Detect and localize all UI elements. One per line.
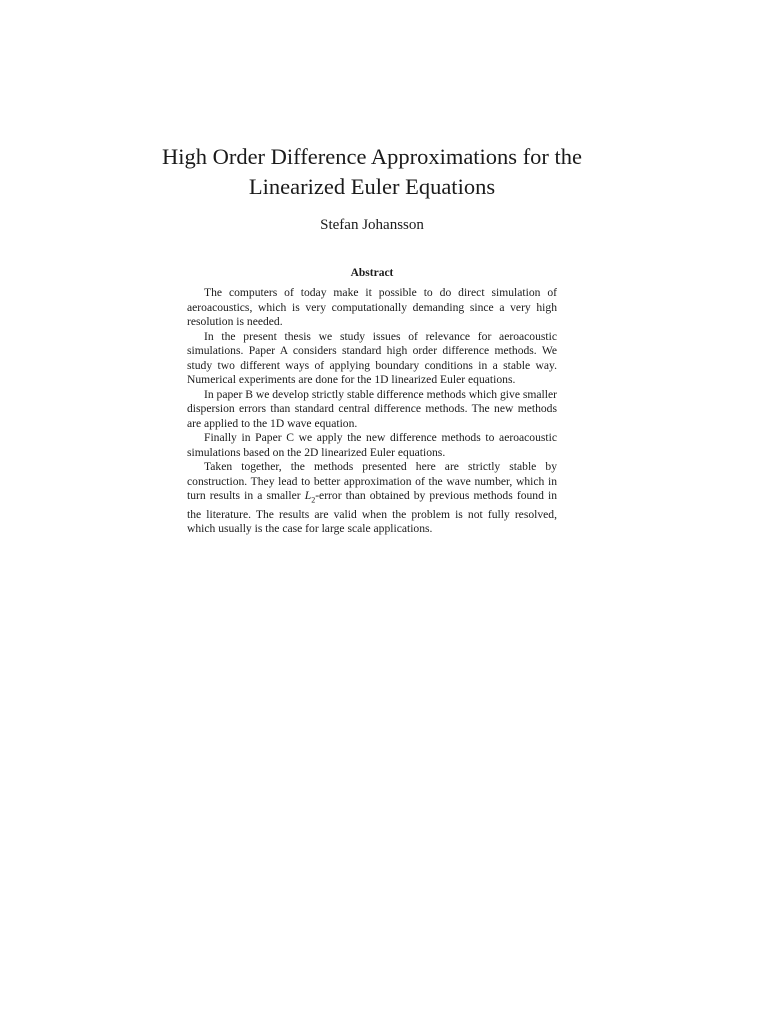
abstract-body (187, 286, 557, 537)
l2-norm-symbol: $L_2$ (304, 489, 316, 505)
abstract-paragraph: In paper B we develop strictly stable difference methods which give smaller dispersion errors than standard central difference methods. The new methods are applied to the 1D wave equation. (187, 387, 557, 430)
last-paragraph-after: -error than obtained by previous methods found in the literature. The results are valid when the problem is not fully resolved, which usually is the case for large scale applications. (187, 489, 558, 536)
abstract-paragraph: The computers of today make it possible to do direct simulation of aeroacoustics, which is very computationally demanding since a very high resolution is needed. (187, 286, 557, 328)
title-line-2: Linearized Euler Equations (248, 174, 496, 199)
abstract-paragraph: Finally in Paper C we apply the new difference methods to aeroacoustic simulations based on the 2D linearized Euler equations. (187, 431, 557, 459)
last-paragraph-before: Taken together, the methods presented here are strictly stable by construction. They lead to better approximation of the wave number, which in turn results in a smaller (187, 460, 557, 502)
author-name: Stefan Johansson (320, 217, 424, 233)
abstract-paragraph: In the present thesis we study issues of relevance for aeroacoustic simulations. Paper A considers standard high order difference methods. We study two different ways of applying boundary conditions in a stable way. Numerical experiments are done for the 1D linearized Euler equations. (187, 329, 557, 386)
abstract-heading: Abstract (350, 267, 394, 279)
paper-title (0, 142, 744, 202)
abstract-paragraph-last (187, 460, 557, 537)
title-line-1: High Order Difference Approximations for the (161, 144, 583, 169)
